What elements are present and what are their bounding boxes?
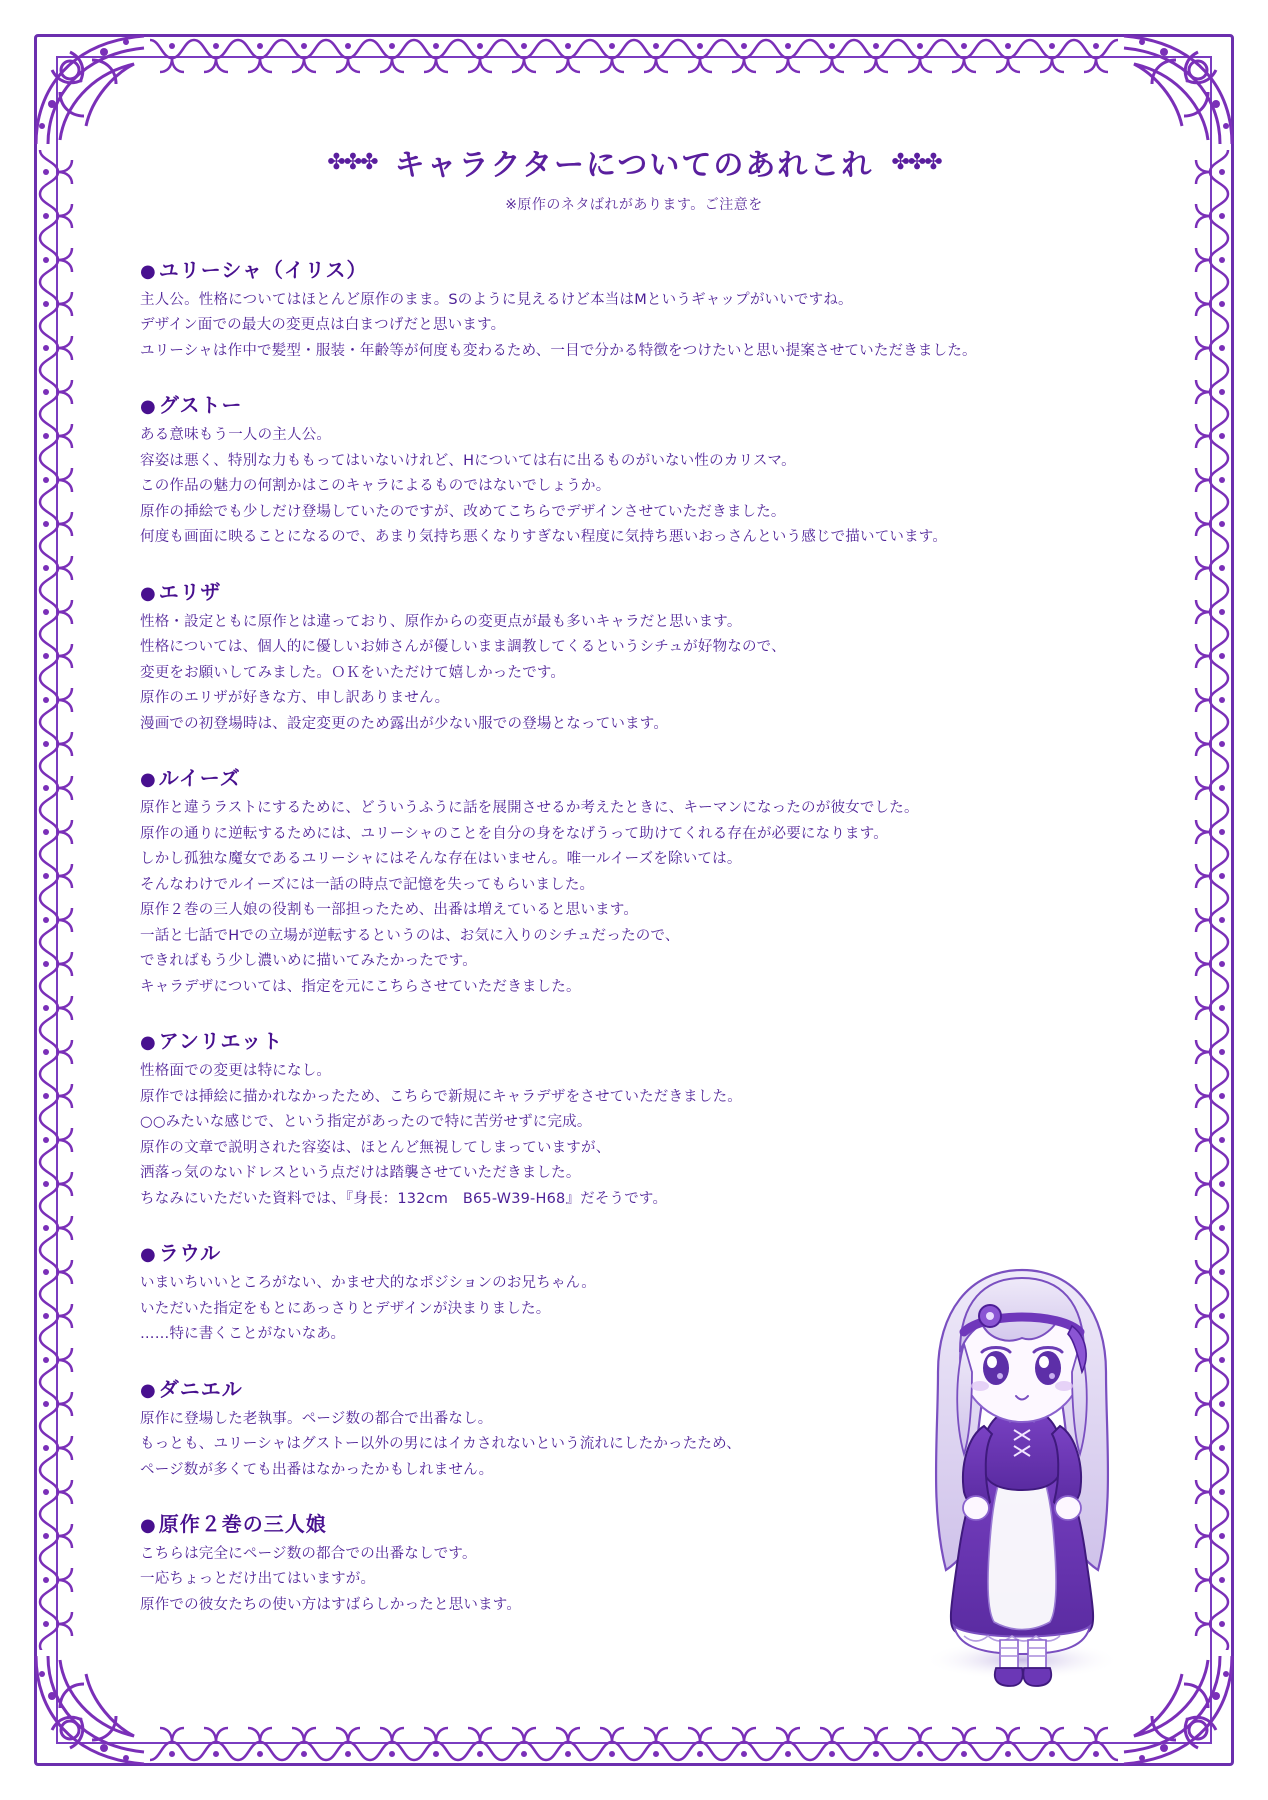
chibi-character-illustration (872, 1240, 1172, 1690)
section-heading-text: ユリーシャ（イリス） (158, 258, 368, 282)
page-title-text: キャラクターについてのあれこれ (394, 148, 874, 183)
body-line: 洒落っ気のないドレスという点だけは踏襲させていただきました。 (140, 1165, 581, 1182)
body-line: 容姿は悪く、特別な力ももってはいないけれど、Hについては右に出るものがいない性のカリスマ。 (140, 452, 796, 469)
body-line: 何度も画面に映ることになるので、あまり気持ち悪くなりすぎない程度に気持ち悪いおっさんという感じで描いています。 (140, 529, 948, 546)
body-line: ちなみにいただいた資料では、『身長：132cm B65-W39-H68』だそうです。 (140, 1190, 668, 1207)
character-section-gusto (140, 389, 1128, 549)
body-line: 原作の通りに逆転するためには、ユリーシャのことを自分の身をなげうって助けてくれる存在が必要になります。 (140, 825, 888, 842)
body-line: キャラデザについては、指定を元にこちらさせていただきました。 (140, 978, 581, 995)
section-heading-text: グストー (158, 393, 243, 418)
body-line: ページ数が多くても出番はなかったかもしれません。 (140, 1461, 494, 1478)
section-heading (140, 254, 1128, 283)
character-section-yuricia (140, 254, 1128, 363)
body-line: 原作２巻の三人娘の役割も一部担ったため、出番は増えていると思います。 (140, 902, 639, 919)
body-line: ……特に書くことがないなあ。 (140, 1326, 346, 1343)
title-ornament-right: ✤✤✤ (891, 149, 941, 175)
section-heading (140, 1025, 1128, 1054)
body-line: 主人公。性格についてはほとんど原作のまま。Sのように見えるけど本当はMというギャップがいいですね。 (140, 292, 853, 308)
section-body (140, 611, 1128, 736)
bullet-icon: ● (140, 396, 157, 418)
section-heading-text: 原作２巻の三人娘 (158, 1511, 327, 1536)
body-line: 一話と七話でHでの立場が逆転するというのは、お気に入りのシチュだったので、 (140, 927, 680, 944)
section-heading-text: ルイーズ (158, 766, 241, 791)
body-line: 一応ちょっとだけ出てはいますが。 (140, 1571, 376, 1588)
body-line: 原作と違うラストにするために、どういうふうに話を展開させるか考えたときに、キーマンになったのが彼女でした。 (140, 800, 919, 817)
body-line: 原作の文章で説明された容姿は、ほとんど無視してしまっていますが、 (140, 1139, 611, 1156)
section-heading (140, 762, 1128, 791)
body-line: 性格については、個人的に優しいお姉さんが優しいまま調教してくるというシチュが好物なので、 (140, 639, 786, 656)
body-line: 原作のエリザが好きな方、申し訳ありません。 (140, 690, 450, 707)
section-body (140, 424, 1128, 549)
section-heading-text: ラウル (158, 1241, 222, 1266)
bullet-icon: ● (140, 1032, 157, 1054)
bullet-icon: ● (140, 1514, 157, 1536)
section-body (140, 289, 1128, 363)
spoiler-notice: ※原作のネタばれがあります。ご注意を (505, 197, 763, 213)
body-line: しかし孤独な魔女であるユリーシャにはそんな存在はいません。唯一ルイーズを除いては。 (140, 851, 742, 868)
body-line: できればもう少し濃いめに描いてみたかったです。 (140, 953, 477, 970)
section-heading-text: ダニエル (158, 1376, 243, 1401)
body-line: そんなわけでルイーズには一話の時点で記憶を失ってもらいました。 (140, 876, 595, 893)
bullet-icon: ● (140, 582, 157, 604)
section-heading (140, 389, 1128, 418)
section-heading-text: アンリエット (158, 1029, 284, 1054)
body-line: こちらは完全にページ数の都合での出番なしです。 (140, 1545, 477, 1562)
body-line: ○○みたいな感じで、という指定があったので特に苦労せずに完成。 (140, 1114, 592, 1131)
body-line: 変更をお願いしてみました。ＯＫをいただけて嬉しかったです。 (140, 664, 566, 681)
body-line: 漫画での初登場時は、設定変更のため露出が少ない服での登場となっています。 (140, 715, 669, 732)
section-heading (140, 576, 1128, 605)
character-section-henriette (140, 1025, 1128, 1211)
body-line: ユリーシャは作中で髪型・服装・年齢等が何度も変わるため、一目で分かる特徴をつけたいと思い提案させていただきました。 (140, 342, 977, 359)
body-line: この作品の魅力の何割かはこのキャラによるものではないでしょうか。 (140, 478, 611, 495)
section-heading-text: エリザ (158, 579, 222, 604)
body-line: 原作での彼女たちの使い方はすばらしかったと思います。 (140, 1596, 522, 1613)
section-body (140, 1060, 1128, 1211)
body-line: 性格面での変更は特になし。 (140, 1063, 332, 1080)
body-line: もっとも、ユリーシャはグストー以外の男にはイカされないという流れにしたかったため、 (140, 1436, 741, 1453)
body-line: 性格・設定ともに原作とは違っており、原作からの変更点が最も多いキャラだと思います。 (140, 613, 742, 630)
body-line: 原作に登場した老執事。ページ数の都合で出番なし。 (140, 1410, 493, 1427)
body-line: いただいた指定をもとにあっさりとデザインが決まりました。 (140, 1300, 551, 1317)
body-line: 原作の挿絵でも少しだけ登場していたのですが、改めてこちらでデザインさせていただきました。 (140, 503, 786, 520)
body-line: 原作では挿絵に描かれなかったため、こちらで新規にキャラデザをさせていただきました。 (140, 1088, 742, 1105)
bullet-icon: ● (140, 769, 157, 791)
character-section-eliza (140, 576, 1128, 736)
body-line: ある意味もう一人の主人公。 (140, 427, 332, 444)
title-ornament-left: ✤✤✤ (327, 149, 377, 175)
bullet-icon: ● (140, 261, 157, 282)
bullet-icon: ● (140, 1379, 157, 1401)
body-line: いまいちいいところがない、かませ犬的なポジションのお兄ちゃん。 (140, 1275, 596, 1292)
page-title (140, 140, 1128, 184)
section-body (140, 797, 1128, 999)
character-section-louise (140, 762, 1128, 999)
bullet-icon: ● (140, 1244, 157, 1266)
body-line: デザイン面での最大の変更点は白まつげだと思います。 (140, 317, 506, 334)
